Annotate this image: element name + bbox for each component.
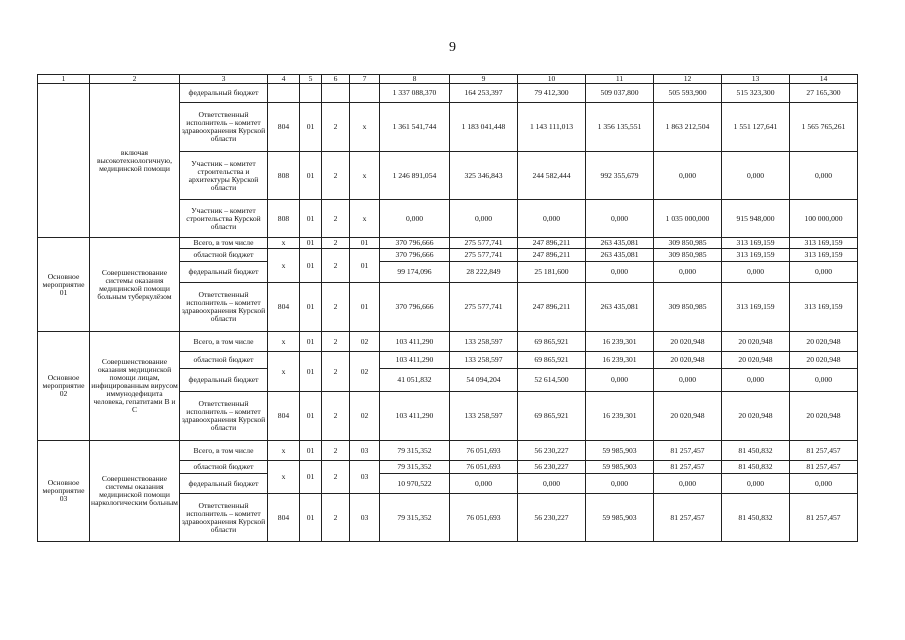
value-cell: 309 850,985 — [654, 238, 722, 249]
code-cell: 2 — [322, 200, 350, 238]
code-cell: 02 — [350, 332, 380, 352]
value-cell: 79 315,352 — [380, 441, 450, 461]
value-cell: 313 169,159 — [722, 238, 790, 249]
source-label: Ответственный исполнитель – комитет здравоохранения Курской области — [180, 283, 268, 332]
header-cell: 9 — [450, 75, 518, 84]
value-cell: 0,000 — [654, 474, 722, 494]
table-row — [38, 84, 858, 103]
header-cell: 13 — [722, 75, 790, 84]
source-label: Ответственный исполнитель – комитет здравоохранения Курской области — [180, 392, 268, 441]
code-cell: 01 — [300, 200, 322, 238]
code-cell: 01 — [300, 103, 322, 152]
value-cell: 56 230,227 — [518, 494, 586, 542]
value-cell: 100 000,000 — [790, 200, 858, 238]
budget-table — [37, 74, 858, 542]
activity-description: Совершенствование системы оказания медицинской помощи наркологическим больным — [90, 441, 180, 542]
code-cell: х — [350, 103, 380, 152]
source-label: областной бюджет — [180, 352, 268, 369]
value-cell: 81 450,832 — [722, 494, 790, 542]
value-cell: 1 356 135,551 — [586, 103, 654, 152]
value-cell: 20 020,948 — [790, 332, 858, 352]
value-cell: 54 094,204 — [450, 369, 518, 392]
code-cell: 01 — [350, 238, 380, 249]
activity-name: Основное мероприятие 02 — [38, 332, 90, 441]
code-cell: 01 — [300, 249, 322, 283]
value-cell: 20 020,948 — [722, 352, 790, 369]
value-cell: 244 582,444 — [518, 152, 586, 200]
value-cell: 103 411,290 — [380, 332, 450, 352]
code-cell: 01 — [300, 332, 322, 352]
source-label: Всего, в том числе — [180, 332, 268, 352]
value-cell: 0,000 — [450, 200, 518, 238]
source-label: федеральный бюджет — [180, 474, 268, 494]
value-cell: 0,000 — [722, 152, 790, 200]
value-cell: 56 230,227 — [518, 441, 586, 461]
code-cell: х — [268, 441, 300, 461]
value-cell: 0,000 — [722, 262, 790, 283]
value-cell: 25 181,600 — [518, 262, 586, 283]
value-cell: 76 051,693 — [450, 461, 518, 474]
value-cell: 0,000 — [790, 262, 858, 283]
value-cell: 20 020,948 — [722, 332, 790, 352]
value-cell: 313 169,159 — [790, 249, 858, 262]
value-cell: 28 222,849 — [450, 262, 518, 283]
value-cell: 76 051,693 — [450, 441, 518, 461]
code-cell: 02 — [350, 392, 380, 441]
code-cell: 2 — [322, 352, 350, 392]
header-cell: 4 — [268, 75, 300, 84]
value-cell: 16 239,301 — [586, 392, 654, 441]
value-cell: 0,000 — [586, 262, 654, 283]
header-cell: 2 — [90, 75, 180, 84]
value-cell: 20 020,948 — [654, 392, 722, 441]
header-cell: 7 — [350, 75, 380, 84]
code-cell: х — [268, 461, 300, 494]
code-cell: 03 — [350, 494, 380, 542]
source-label: областной бюджет — [180, 461, 268, 474]
value-cell: 505 593,900 — [654, 84, 722, 103]
code-cell: 2 — [322, 103, 350, 152]
value-cell: 20 020,948 — [654, 332, 722, 352]
value-cell: 81 257,457 — [654, 461, 722, 474]
value-cell: 103 411,290 — [380, 392, 450, 441]
value-cell: 313 169,159 — [790, 238, 858, 249]
value-cell: 81 257,457 — [790, 494, 858, 542]
header-cell: 11 — [586, 75, 654, 84]
value-cell: 309 850,985 — [654, 249, 722, 262]
value-cell: 313 169,159 — [790, 283, 858, 332]
value-cell: 263 435,081 — [586, 249, 654, 262]
value-cell: 79 315,352 — [380, 494, 450, 542]
value-cell: 515 323,300 — [722, 84, 790, 103]
value-cell: 81 257,457 — [654, 494, 722, 542]
value-cell: 275 577,741 — [450, 283, 518, 332]
table-row — [38, 238, 858, 249]
page-number: 9 — [449, 40, 456, 55]
value-cell: 0,000 — [722, 474, 790, 494]
code-cell: х — [350, 200, 380, 238]
value-cell: 0,000 — [380, 200, 450, 238]
code-cell: 01 — [300, 441, 322, 461]
source-label: Всего, в том числе — [180, 441, 268, 461]
header-cell: 6 — [322, 75, 350, 84]
value-cell: 0,000 — [790, 369, 858, 392]
code-cell: 2 — [322, 461, 350, 494]
value-cell: 1 361 541,744 — [380, 103, 450, 152]
value-cell: 76 051,693 — [450, 494, 518, 542]
value-cell: 0,000 — [654, 262, 722, 283]
value-cell: 81 257,457 — [790, 461, 858, 474]
code-cell: 01 — [300, 461, 322, 494]
value-cell: 1 183 041,448 — [450, 103, 518, 152]
source-label: федеральный бюджет — [180, 369, 268, 392]
value-cell: 313 169,159 — [722, 249, 790, 262]
code-cell: х — [268, 332, 300, 352]
value-cell: 133 258,597 — [450, 352, 518, 369]
value-cell: 0,000 — [654, 369, 722, 392]
code-cell: 808 — [268, 152, 300, 200]
activity-description: включая высокотехнологичную, медицинской помощи — [90, 84, 180, 238]
code-cell: 01 — [300, 494, 322, 542]
header-cell: 10 — [518, 75, 586, 84]
value-cell: 16 239,301 — [586, 332, 654, 352]
activity-description: Совершенствование оказания медицинской помощи лицам, инфицированным вирусом иммунодефицита человека, гепатитами В и С — [90, 332, 180, 441]
source-label: Ответственный исполнитель – комитет здравоохранения Курской области — [180, 494, 268, 542]
code-cell: 01 — [300, 352, 322, 392]
table-row — [38, 441, 858, 461]
code-cell: х — [268, 238, 300, 249]
code-cell: 2 — [322, 152, 350, 200]
value-cell: 0,000 — [586, 200, 654, 238]
code-cell: х — [268, 249, 300, 283]
value-cell: 56 230,227 — [518, 461, 586, 474]
value-cell: 370 796,666 — [380, 283, 450, 332]
value-cell: 263 435,081 — [586, 283, 654, 332]
value-cell: 275 577,741 — [450, 238, 518, 249]
value-cell: 0,000 — [518, 200, 586, 238]
value-cell: 79 412,300 — [518, 84, 586, 103]
value-cell: 1 565 765,261 — [790, 103, 858, 152]
header-cell: 12 — [654, 75, 722, 84]
code-cell: 2 — [322, 283, 350, 332]
value-cell: 247 896,211 — [518, 249, 586, 262]
code-cell: 804 — [268, 283, 300, 332]
source-label: Всего, в том числе — [180, 238, 268, 249]
source-label: федеральный бюджет — [180, 84, 268, 103]
value-cell: 1 337 088,370 — [380, 84, 450, 103]
source-label: федеральный бюджет — [180, 262, 268, 283]
code-cell: 2 — [322, 249, 350, 283]
source-label: областной бюджет — [180, 249, 268, 262]
code-cell: 01 — [300, 283, 322, 332]
value-cell: 69 865,921 — [518, 352, 586, 369]
value-cell: 81 257,457 — [790, 441, 858, 461]
value-cell: 164 253,397 — [450, 84, 518, 103]
value-cell: 20 020,948 — [722, 392, 790, 441]
value-cell: 59 985,903 — [586, 461, 654, 474]
code-cell: 804 — [268, 494, 300, 542]
value-cell: 1 143 111,013 — [518, 103, 586, 152]
value-cell: 0,000 — [722, 369, 790, 392]
code-cell: 01 — [350, 283, 380, 332]
code-cell: 01 — [300, 152, 322, 200]
value-cell: 133 258,597 — [450, 332, 518, 352]
value-cell: 992 355,679 — [586, 152, 654, 200]
header-cell: 5 — [300, 75, 322, 84]
value-cell: 0,000 — [654, 152, 722, 200]
value-cell: 16 239,301 — [586, 352, 654, 369]
value-cell: 247 896,211 — [518, 238, 586, 249]
code-cell: 2 — [322, 441, 350, 461]
activity-name-cell — [38, 84, 90, 238]
header-cell: 1 — [38, 75, 90, 84]
activity-description: Совершенствование системы оказания медицинской помощи больным туберкулёзом — [90, 238, 180, 332]
value-cell: 20 020,948 — [790, 392, 858, 441]
code-cell: 2 — [322, 238, 350, 249]
source-label: Ответственный исполнитель – комитет здравоохранения Курской области — [180, 103, 268, 152]
value-cell: 10 970,522 — [380, 474, 450, 494]
value-cell: 0,000 — [790, 474, 858, 494]
source-label: Участник – комитет строительства и архитектуры Курской области — [180, 152, 268, 200]
value-cell: 0,000 — [586, 474, 654, 494]
code-cell: х — [350, 152, 380, 200]
code-cell: 03 — [350, 461, 380, 494]
value-cell: 59 985,903 — [586, 441, 654, 461]
header-cell: 3 — [180, 75, 268, 84]
value-cell: 0,000 — [450, 474, 518, 494]
code-cell: х — [268, 352, 300, 392]
value-cell: 1 863 212,504 — [654, 103, 722, 152]
value-cell: 309 850,985 — [654, 283, 722, 332]
value-cell: 20 020,948 — [790, 352, 858, 369]
value-cell: 313 169,159 — [722, 283, 790, 332]
value-cell: 20 020,948 — [654, 352, 722, 369]
activity-name: Основное мероприятие 03 — [38, 441, 90, 542]
table-row — [38, 332, 858, 352]
value-cell: 1 246 891,054 — [380, 152, 450, 200]
code-cell: 01 — [300, 392, 322, 441]
value-cell: 0,000 — [518, 474, 586, 494]
value-cell: 99 174,096 — [380, 262, 450, 283]
value-cell: 79 315,352 — [380, 461, 450, 474]
value-cell: 915 948,000 — [722, 200, 790, 238]
value-cell: 370 796,666 — [380, 249, 450, 262]
value-cell: 81 450,832 — [722, 461, 790, 474]
activity-name: Основное мероприятие 01 — [38, 238, 90, 332]
code-cell: 01 — [350, 249, 380, 283]
code-cell: 2 — [322, 494, 350, 542]
value-cell: 81 257,457 — [654, 441, 722, 461]
value-cell: 370 796,666 — [380, 238, 450, 249]
value-cell: 69 865,921 — [518, 332, 586, 352]
value-cell: 103 411,290 — [380, 352, 450, 369]
value-cell: 1 035 000,000 — [654, 200, 722, 238]
code-cell: 2 — [322, 392, 350, 441]
value-cell: 325 346,843 — [450, 152, 518, 200]
value-cell: 69 865,921 — [518, 392, 586, 441]
value-cell: 509 037,800 — [586, 84, 654, 103]
value-cell: 27 165,300 — [790, 84, 858, 103]
code-cell: 03 — [350, 441, 380, 461]
value-cell: 41 051,832 — [380, 369, 450, 392]
value-cell: 263 435,081 — [586, 238, 654, 249]
header-cell: 14 — [790, 75, 858, 84]
code-cell: 2 — [322, 332, 350, 352]
value-cell: 133 258,597 — [450, 392, 518, 441]
source-label: Участник – комитет строительства Курской области — [180, 200, 268, 238]
value-cell: 59 985,903 — [586, 494, 654, 542]
value-cell: 247 896,211 — [518, 283, 586, 332]
value-cell: 0,000 — [790, 152, 858, 200]
value-cell: 1 551 127,641 — [722, 103, 790, 152]
code-cell: 804 — [268, 103, 300, 152]
value-cell: 275 577,741 — [450, 249, 518, 262]
header-cell: 8 — [380, 75, 450, 84]
value-cell: 81 450,832 — [722, 441, 790, 461]
code-cell: 01 — [300, 238, 322, 249]
code-cell: 02 — [350, 352, 380, 392]
value-cell: 0,000 — [586, 369, 654, 392]
value-cell: 52 614,500 — [518, 369, 586, 392]
header-row — [38, 75, 858, 84]
code-cell: 804 — [268, 392, 300, 441]
code-cell: 808 — [268, 200, 300, 238]
